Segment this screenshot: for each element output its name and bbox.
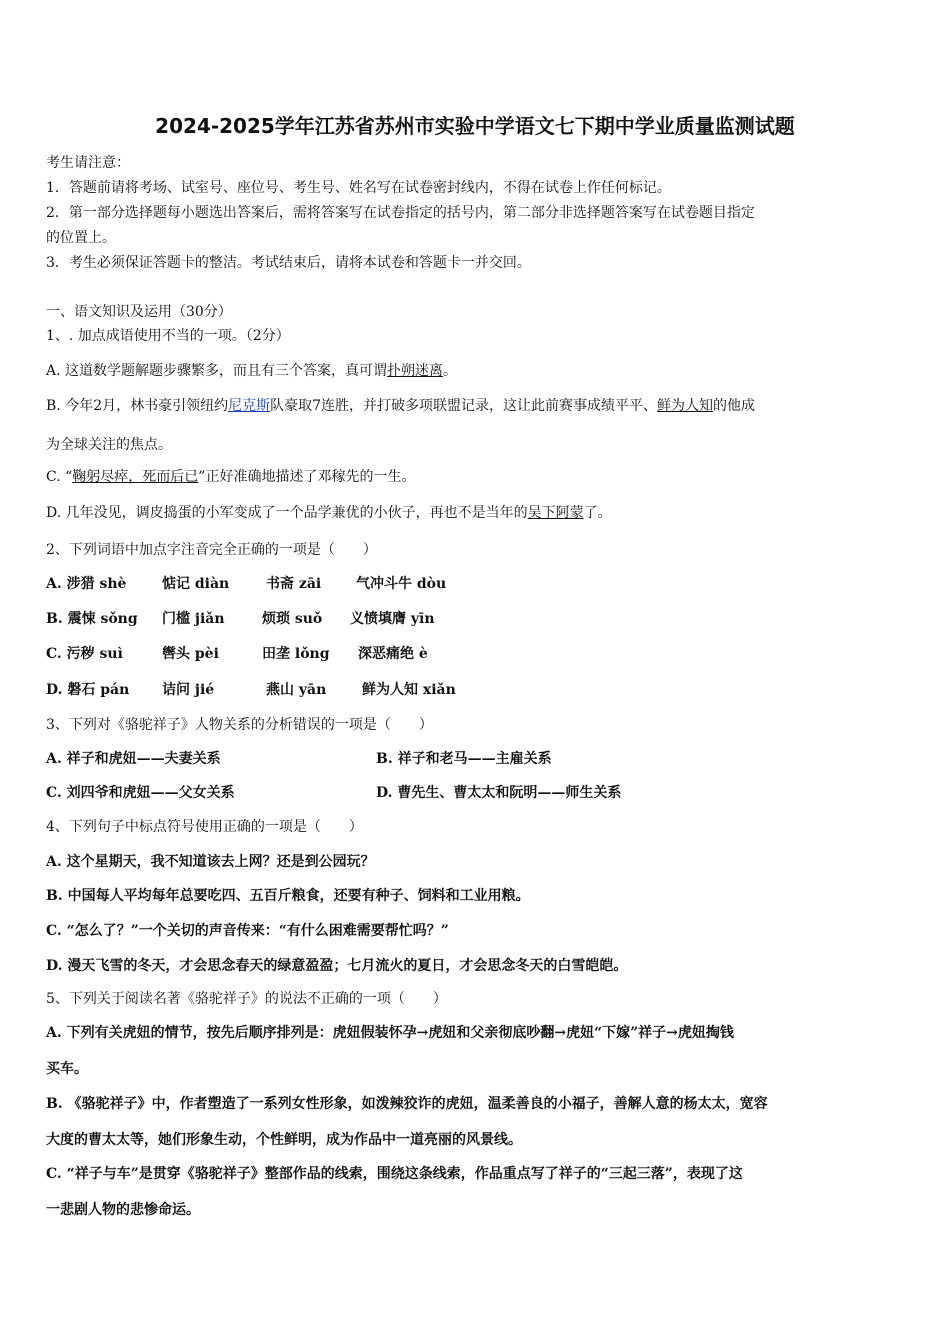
notice-item-1: 1．答题前请将考场、试室号、座位号、考生号、姓名写在试卷密封线内，不得在试卷上作任何标记。 xyxy=(46,180,671,196)
q2-b-3: 烦琐 suǒ xyxy=(262,611,323,627)
q2-c-1: C. 污秽 suì xyxy=(46,646,123,662)
q1-option-a xyxy=(46,360,457,380)
q1-a-end: 。 xyxy=(443,363,458,379)
q2-a-2: 惦记 diàn xyxy=(162,576,230,592)
q1-c-idiom: 鞠躬尽瘁，死而后已 xyxy=(72,469,199,485)
q2-option-c xyxy=(46,643,428,663)
q2-option-d xyxy=(46,679,456,699)
q1-a-idiom: 扑朔迷离 xyxy=(387,363,444,379)
q5-option-a-cont: 买车。 xyxy=(46,1061,88,1077)
q2-d-2: 诘问 jié xyxy=(162,682,215,698)
notice-item-2: 2．第一部分选择题每小题选出答案后，需将答案写在试卷指定的括号内，第二部分非选择题答案写在试卷题目指定 xyxy=(46,205,755,221)
q1-option-d xyxy=(46,502,612,522)
q5-option-c-cont: 一悲剧人物的悲惨命运。 xyxy=(46,1202,200,1218)
q1-d-text: D. 几年没见，调皮捣蛋的小军变成了一个品学兼优的小伙子，再也不是当年的 xyxy=(46,505,528,521)
q1-b-idiom: 鲜为人知 xyxy=(657,398,714,414)
page-title: 2024-2025学年江苏省苏州市实验中学语文七下期中学业质量监测试题 xyxy=(155,114,795,138)
q5-option-b: B. 《骆驼祥子》中，作者塑造了一系列女性形象，如泼辣狡诈的虎妞，温柔善良的小福子，善解人意的杨太太，宽容 xyxy=(46,1096,768,1112)
q1-option-b xyxy=(46,395,755,415)
q2-option-b xyxy=(46,608,435,628)
notice-item-3: 3．考生必须保证答题卡的整洁。考试结束后，请将本试卷和答题卡一并交回。 xyxy=(46,255,531,271)
q4-option-c: C. “怎么了？”一个关切的声音传来：“有什么困难需要帮忙吗？” xyxy=(46,923,449,939)
q5-option-a: A. 下列有关虎妞的情节，按先后顺序排列是：虎妞假装怀孕→虎妞和父亲彻底吵翻→虎妞“下嫁”祥子→虎妞掏钱 xyxy=(46,1025,734,1041)
q2-b-1: B. 震悚 sǒng xyxy=(46,611,138,627)
q3-option-c: C. 刘四爷和虎妞——父女关系 xyxy=(46,785,235,801)
notice-item-2-cont: 的位置上。 xyxy=(46,230,116,246)
q2-b-2: 门槛 jiǎn xyxy=(162,611,225,627)
q2-a-1: A. 涉猎 shè xyxy=(46,576,127,592)
q2-option-a xyxy=(46,573,446,593)
q4-option-b: B. 中国每人平均每年总要吃四、五百斤粮食，还要有种子、饲料和工业用粮。 xyxy=(46,888,530,904)
q3-option-d: D. 曹先生、曹太太和阮明——师生关系 xyxy=(376,785,622,801)
section-heading: 一、语文知识及运用（30分） xyxy=(46,304,232,320)
q1-stem: 1、. 加点成语使用不当的一项。（2分） xyxy=(46,328,290,344)
q1-b-text: B. 今年2月，林书豪引领纽约 xyxy=(46,398,229,414)
q5-stem: 5、下列关于阅读名著《骆驼祥子》的说法不正确的一项（ ） xyxy=(46,991,447,1007)
q1-c-text: C. “ xyxy=(46,469,73,485)
q2-c-4: 深恶痛绝 è xyxy=(358,646,428,662)
q2-a-4: 气冲斗牛 dòu xyxy=(356,576,447,592)
q3-option-b: B. 祥子和老马——主雇关系 xyxy=(376,751,552,767)
q4-option-d: D. 漫天飞雪的冬天，才会思念春天的绿意盈盈；七月流火的夏日，才会思念冬天的白雪皑皑。 xyxy=(46,958,628,974)
q2-d-1: D. 磐石 pán xyxy=(46,682,130,698)
q3-stem: 3、下列对《骆驼祥子》人物关系的分析错误的一项是（ ） xyxy=(46,717,433,733)
q2-b-4: 义愤填膺 yīn xyxy=(350,611,435,627)
q1-c-end: ”正好准确地描述了邓稼先的一生。 xyxy=(198,469,416,485)
q3-option-a: A. 祥子和虎妞——夫妻关系 xyxy=(46,751,221,767)
notice-heading: 考生请注意： xyxy=(46,155,130,171)
knicks-link[interactable]: 尼克斯 xyxy=(228,398,271,414)
q5-option-c: C. “祥子与车”是贯穿《骆驼祥子》整部作品的线索，围绕这条线索，作品重点写了祥子的“三起三落”，表现了这 xyxy=(46,1166,743,1182)
q1-b-mid: 队豪取7连胜，并打破多项联盟记录，这让此前赛事成绩平平、 xyxy=(270,398,658,414)
q2-c-3: 田垄 lǒng xyxy=(262,646,330,662)
q1-d-end: 了。 xyxy=(583,505,612,521)
q1-option-c xyxy=(46,466,415,486)
q2-d-3: 燕山 yān xyxy=(266,682,327,698)
q1-d-idiom: 吴下阿蒙 xyxy=(527,505,584,521)
q4-option-a: A. 这个星期天，我不知道该去上网？还是到公园玩？ xyxy=(46,854,375,870)
q1-option-b-cont: 为全球关注的焦点。 xyxy=(46,437,172,453)
q2-c-2: 辔头 pèi xyxy=(162,646,219,662)
q4-stem: 4、下列句子中标点符号使用正确的一项是（ ） xyxy=(46,819,363,835)
q2-d-4: 鲜为人知 xiǎn xyxy=(362,682,456,698)
q2-stem: 2、下列词语中加点字注音完全正确的一项是（ ） xyxy=(46,542,377,558)
q2-a-3: 书斋 zāi xyxy=(266,576,322,592)
q5-option-b-cont: 大度的曹太太等，她们形象生动，个性鲜明，成为作品中一道亮丽的风景线。 xyxy=(46,1132,522,1148)
q1-a-text: A. 这道数学题解题步骤繁多，而且有三个答案，真可谓 xyxy=(46,363,388,379)
q1-b-end: 的他成 xyxy=(713,398,756,414)
